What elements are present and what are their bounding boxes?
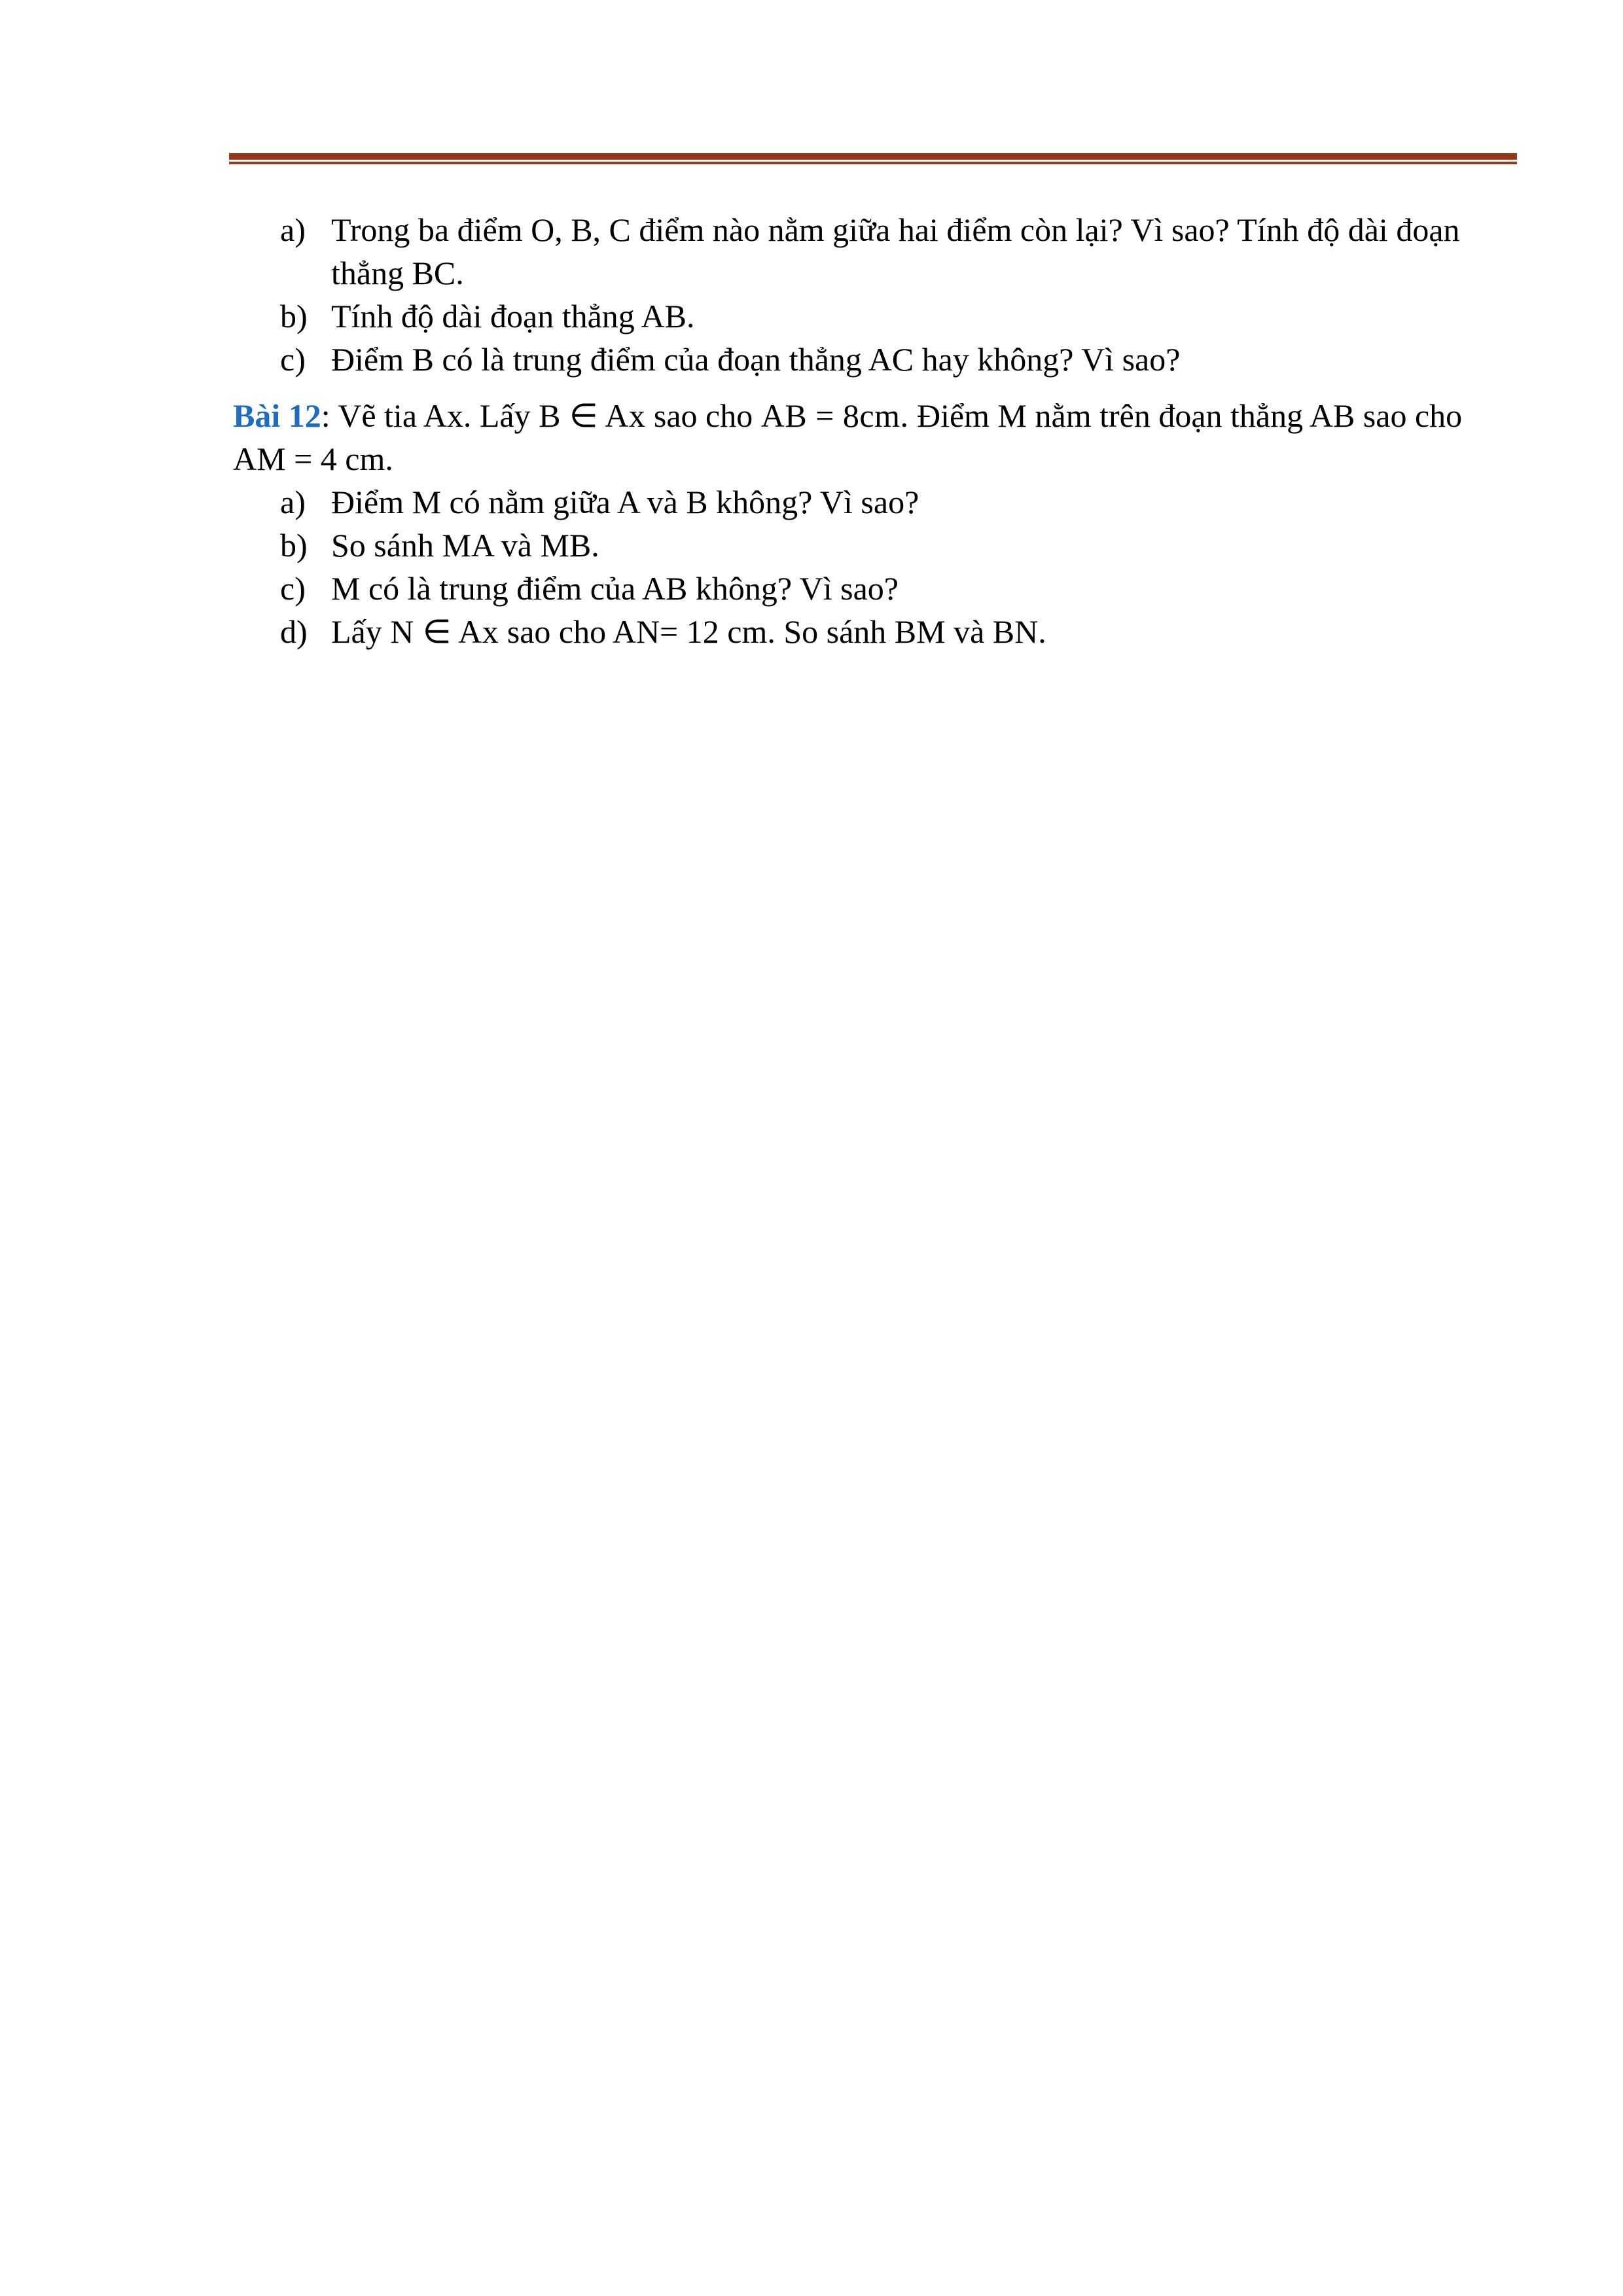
list-marker: b) [280, 527, 308, 564]
list-item-text: Lấy [331, 613, 391, 650]
list-item [233, 480, 1517, 524]
math-expression: N ∈ Ax [390, 613, 499, 650]
list-item [233, 524, 1517, 567]
list-item-text: Trong ba điểm O, B, C điểm nào nằm giữa hai điểm còn lại? Vì sao? Tính độ dài đoạn thẳng BC. [331, 211, 1460, 291]
list-marker: d) [280, 613, 308, 650]
list-item-text: M có là trung điểm của AB không? Vì sao? [331, 570, 899, 607]
math-expression: B ∈ Ax [539, 397, 646, 434]
header-rule [229, 153, 1517, 164]
statement-text: Điểm M nằm trên đoạn thẳng AB sao cho AM = 4 cm. [233, 397, 1463, 477]
list-item [233, 567, 1517, 610]
list-marker: c) [280, 570, 306, 607]
header-rule-thin [229, 162, 1517, 164]
list-item [233, 610, 1517, 653]
list-item [233, 208, 1517, 295]
list-item [233, 295, 1517, 338]
math-expression: AB = 8cm. [760, 397, 909, 434]
list-marker: a) [280, 484, 306, 520]
statement-text: : Vẽ tia Ax. Lấy [321, 397, 539, 434]
list-item-text: So sánh MA và MB. [331, 527, 599, 564]
list-item-text: sao cho AN= 12 cm. So sánh BM và BN. [499, 613, 1046, 650]
header-rule-thick [229, 153, 1517, 160]
problem-label: Bài 12 [233, 397, 321, 434]
list-item [233, 338, 1517, 381]
statement-text: sao cho [645, 397, 761, 434]
list-marker: a) [280, 211, 306, 248]
list-marker: c) [280, 341, 306, 378]
page-content [233, 208, 1517, 653]
list-item-text: Tính độ dài đoạn thẳng AB. [331, 298, 695, 334]
problem-statement [233, 394, 1517, 480]
list-marker: b) [280, 298, 308, 334]
list-item-text: Điểm M có nằm giữa A và B không? Vì sao? [331, 484, 919, 520]
list-item-text: Điểm B có là trung điểm của đoạn thẳng AC hay không? Vì sao? [331, 341, 1181, 378]
